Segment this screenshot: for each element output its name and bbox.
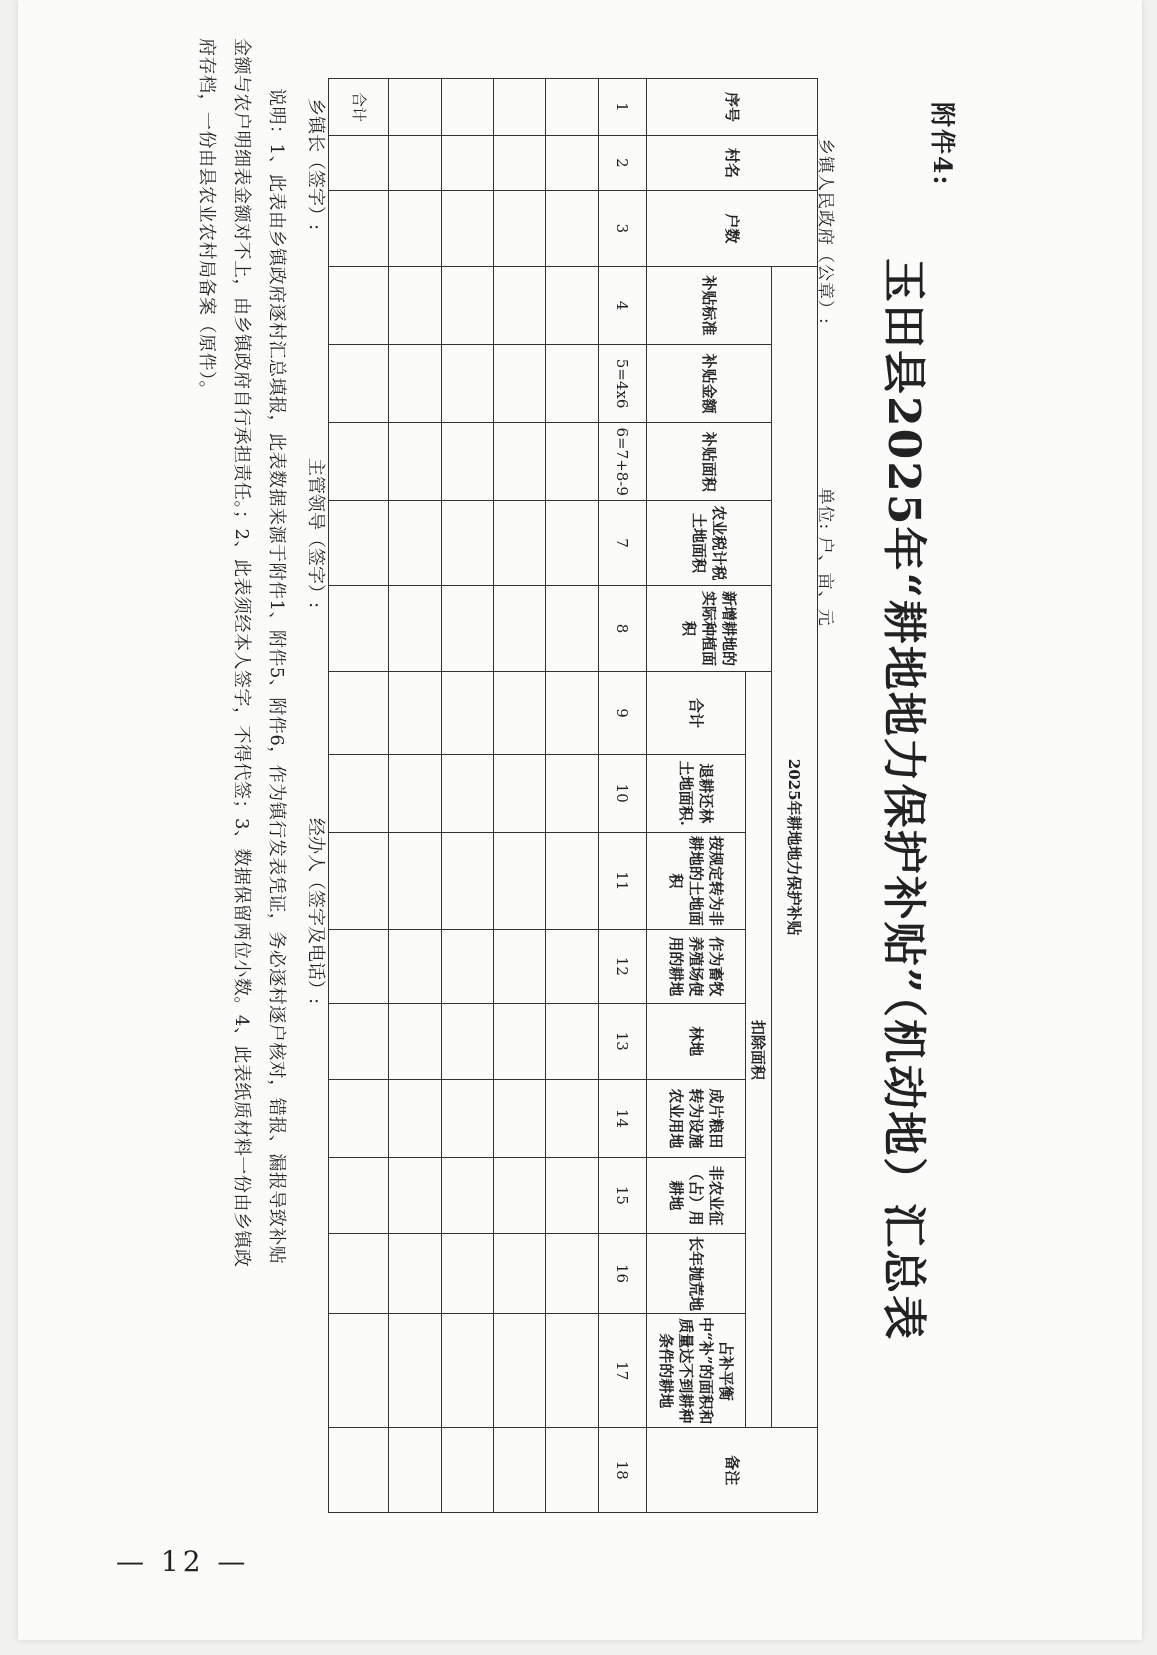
summary-table <box>328 78 818 1513</box>
table-row <box>494 79 546 1513</box>
formula-cell: 16 <box>598 1233 646 1313</box>
total-row <box>329 79 389 1513</box>
note-line-2: 金额与农户明细表金额对不上，由乡镇政府自行承担责任。；2、此表须经本人签字，不得代签；3、数据保留两位小数。4、此表纸质材料一份由乡镇政 <box>230 38 252 1268</box>
th-group-deduct: 扣除面积 <box>745 672 771 1428</box>
th-abandoned: 长年抛荒地 <box>646 1233 745 1313</box>
th-non-farmland: 按规定转为非耕地的土地面积 <box>646 832 745 929</box>
th-households: 户数 <box>646 190 817 266</box>
formula-row <box>598 79 646 1513</box>
th-nonagri-occupied: 非农业征（占）用耕地 <box>646 1157 745 1233</box>
page-title: 玉田县2025年“耕地地力保护补贴”（机动地）汇总表 <box>878 258 929 1342</box>
th-deduct-total: 合计 <box>646 672 745 754</box>
formula-cell: 12 <box>598 929 646 1003</box>
formula-cell: 11 <box>598 832 646 929</box>
formula-cell: 17 <box>598 1314 646 1428</box>
th-subsidy-standard: 补贴标准 <box>646 266 771 344</box>
notes <box>189 38 294 1478</box>
formula-cell: 5=4x6 <box>598 345 646 423</box>
th-group-main: 2025年耕地地力保护补贴 <box>771 266 817 1428</box>
formula-cell: 7 <box>598 501 646 585</box>
unit-left: 乡镇人民政府（公章）: <box>815 138 835 325</box>
th-new-planted-area: 新增耕地的实际种植面积 <box>646 585 771 672</box>
formula-cell: 4 <box>598 266 646 344</box>
table-row <box>546 79 598 1513</box>
th-tax-land-area: 农业税计税土地面积 <box>646 501 771 585</box>
formula-cell: 15 <box>598 1157 646 1233</box>
th-return-forest: 退耕还林土地面积. <box>646 754 745 832</box>
unit-right: 单位: 户、亩、元 <box>815 487 835 627</box>
formula-cell: 14 <box>598 1079 646 1157</box>
attachment-label: 附件4: <box>928 102 957 187</box>
table-row <box>441 79 493 1513</box>
formula-cell: 10 <box>598 754 646 832</box>
th-facility-agri: 成片粮田转为设施农业用地 <box>646 1079 745 1157</box>
formula-cell: 8 <box>598 585 646 672</box>
th-index: 序号 <box>646 79 817 136</box>
formula-cell: 9 <box>598 672 646 754</box>
th-subsidy-area: 补贴面积 <box>646 423 771 501</box>
th-balance-deficit: 占补平衡中“补”的面积和质量达不到耕种条件的耕地 <box>646 1314 745 1428</box>
th-remarks: 备注 <box>646 1428 817 1513</box>
formula-cell: 6=7+8-9 <box>598 423 646 501</box>
formula-cell: 13 <box>598 1003 646 1079</box>
th-forest-land: 林地 <box>646 1003 745 1079</box>
formula-cell: 1 <box>598 79 646 136</box>
formula-cell: 2 <box>598 136 646 191</box>
total-label: 合计 <box>329 79 389 136</box>
th-subsidy-amount: 补贴金额 <box>646 345 771 423</box>
sig-town-head: 乡镇长（签字）: <box>305 98 326 231</box>
formula-cell: 3 <box>598 190 646 266</box>
page-number: — 12 — <box>116 1545 250 1578</box>
sig-handler: 经办人（签字及电话）: <box>305 818 326 1005</box>
subheader <box>815 138 840 627</box>
note-line-1: 说明：1、此表由乡镇政府逐村汇总填报，此表数据来源于附件1、附件5、附件6，作为镇行发表凭证，务必逐村逐户核对，错报、漏报导致补贴 <box>266 88 287 1265</box>
th-village: 村名 <box>646 136 817 191</box>
formula-cell: 18 <box>598 1428 646 1513</box>
page-sheet <box>18 0 1142 1640</box>
table-row <box>389 79 441 1513</box>
th-livestock-farm: 作为畜牧养殖场使用的耕地 <box>646 929 745 1003</box>
note-line-3: 府存档，一份由县农业农村局备案（原件）。 <box>195 38 217 399</box>
sig-leader: 主管领导（签字）: <box>305 458 326 609</box>
